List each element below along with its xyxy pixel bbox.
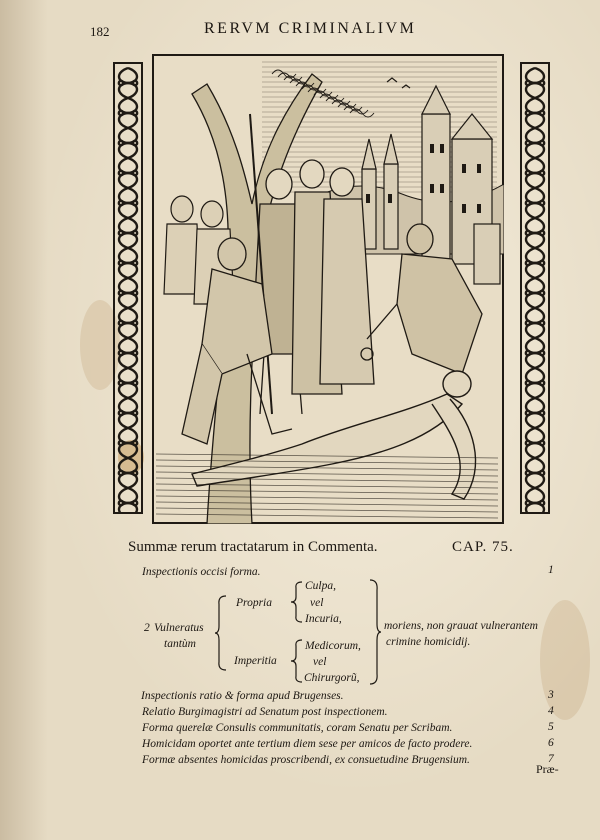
summary-entry-5: Forma querelæ Consulis communitatis, coram Senatu per Scribam.	[142, 722, 453, 734]
conclusion-line2: crimine homicidij.	[386, 636, 471, 648]
page-number: 182	[90, 24, 110, 39]
brace-branch-a	[290, 580, 304, 624]
brace-conclusion	[368, 578, 382, 686]
branch-a-label: Propria	[236, 597, 272, 609]
brace-branch-b	[290, 638, 304, 684]
entry-number-1: 1	[548, 564, 554, 576]
ornament-border-right	[520, 62, 550, 514]
branch-b-label: Imperitia	[234, 655, 277, 667]
tree-root-line1: Vulneratus	[154, 622, 204, 634]
summary-entry-6: Homicidam oportet ante tertium diem sese per amicos de facto prodere.	[142, 738, 473, 750]
entry-number-2: 2	[144, 622, 150, 634]
entry-number-6: 6	[548, 737, 554, 749]
entry-number-3: 3	[548, 689, 554, 701]
branch-a-leaf-1: Culpa,	[305, 580, 336, 592]
entry-number-4: 4	[548, 705, 554, 717]
summary-entry-1: Inspectionis occisi forma.	[142, 566, 261, 578]
branch-b-leaf-1: Medicorum,	[305, 640, 361, 652]
section-heading: Summæ rerum tractatarum in Commenta.	[128, 539, 378, 555]
ornament-border-left	[113, 62, 143, 514]
chapter-label: CAP. 75.	[452, 539, 514, 555]
conclusion-line1: moriens, non grauat vulnerantem	[384, 620, 538, 632]
summary-entry-4: Relatio Burgimagistri ad Senatum post inspectionem.	[142, 706, 388, 718]
entry-number-7: 7	[548, 753, 554, 765]
summary-entry-7: Formæ absentes homicidas proscribendi, ex consuetudine Brugensium.	[142, 754, 470, 766]
branch-a-leaf-2: vel	[310, 597, 324, 609]
tree-root-line2: tantùm	[164, 638, 196, 650]
running-head: RERVM CRIMINALIVM	[204, 20, 417, 37]
summary-entry-3: Inspectionis ratio & forma apud Brugenses.	[141, 690, 344, 702]
branch-a-leaf-3: Incuria,	[305, 613, 342, 625]
woodcut-illustration	[152, 54, 504, 524]
branch-b-leaf-3: Chirurgorũ,	[304, 672, 360, 684]
entry-number-5: 5	[548, 721, 554, 733]
branch-b-leaf-2: vel	[313, 656, 327, 668]
catchword: Præ-	[536, 762, 559, 776]
brace-root	[214, 594, 228, 672]
